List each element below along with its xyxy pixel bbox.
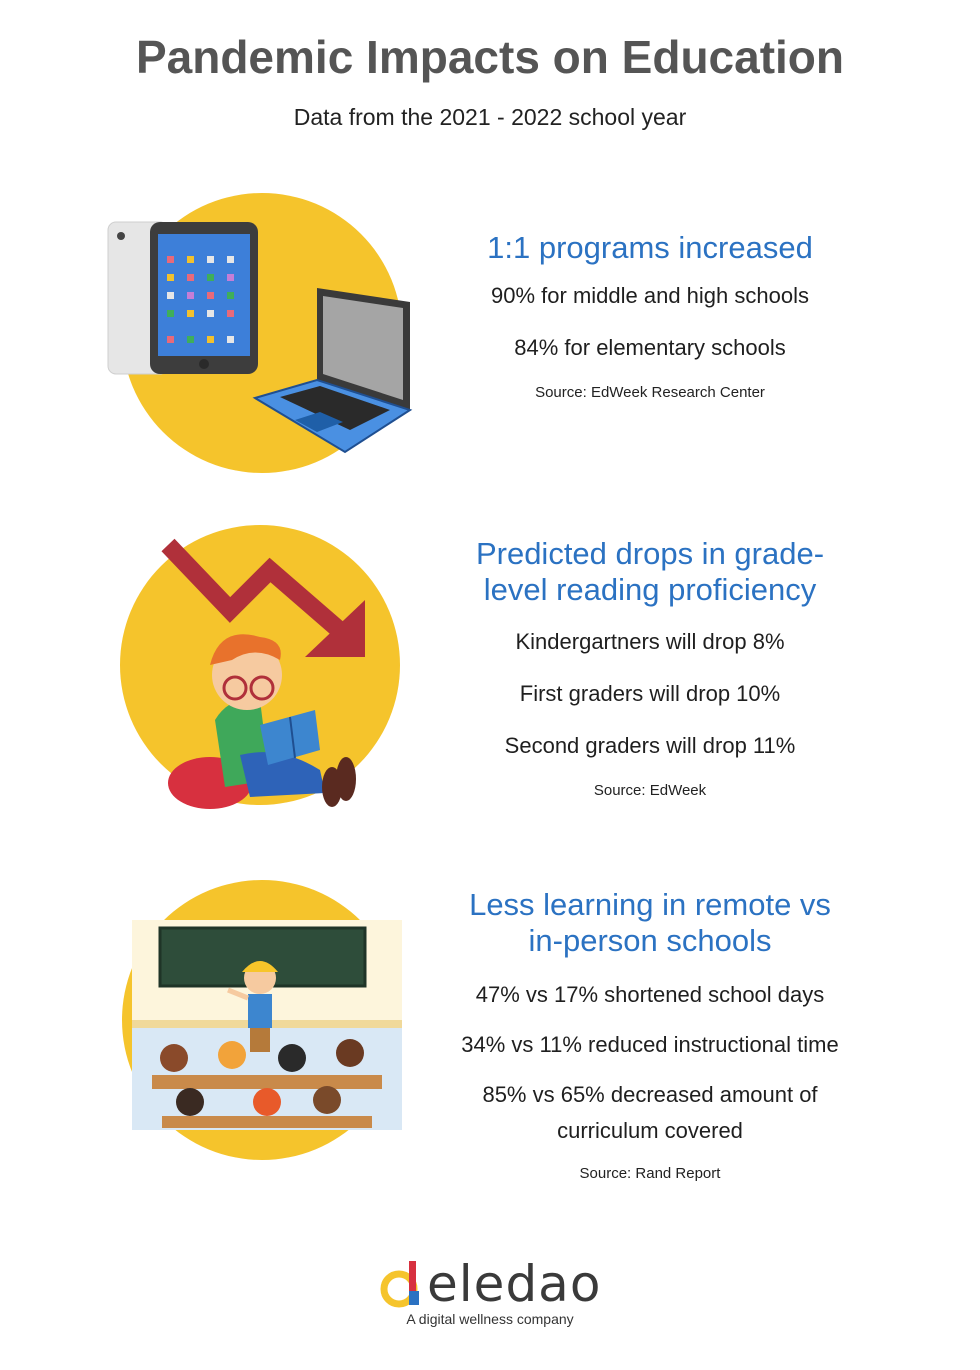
heading-line: Less learning in remote vs bbox=[469, 887, 831, 922]
source-citation: Source: EdWeek bbox=[593, 782, 707, 799]
section-heading bbox=[420, 536, 880, 608]
section-heading: 1:1 programs increased bbox=[487, 230, 813, 265]
section-remote-learning bbox=[420, 887, 880, 1182]
page-title: Pandemic Impacts on Education bbox=[135, 31, 845, 83]
section-heading bbox=[420, 887, 880, 959]
fact-item: 84% for elementary schools bbox=[514, 335, 786, 360]
fact-item: 47% vs 17% shortened school days bbox=[475, 982, 825, 1007]
brand-name: eledao bbox=[427, 1255, 602, 1313]
section-one-to-one bbox=[420, 230, 880, 401]
brand-logo bbox=[0, 1255, 980, 1313]
tablet-icon bbox=[150, 222, 258, 374]
fact-item: 34% vs 11% reduced instructional time bbox=[461, 1032, 839, 1057]
brand-tagline: A digital wellness company bbox=[406, 1311, 574, 1327]
fact-item: 85% vs 65% decreased amount of bbox=[482, 1082, 818, 1107]
fact-item: Second graders will drop 11% bbox=[504, 733, 796, 758]
fact-item: curriculum covered bbox=[557, 1118, 743, 1143]
source-citation: Source: EdWeek Research Center bbox=[535, 384, 765, 401]
classroom-illustration bbox=[122, 880, 412, 1165]
source-citation: Source: Rand Report bbox=[579, 1165, 721, 1182]
fact-item: 90% for middle and high schools bbox=[491, 283, 809, 308]
heading-line: level reading proficiency bbox=[483, 572, 817, 607]
reading-child-illustration bbox=[120, 525, 420, 825]
logo-mark-icon bbox=[379, 1259, 423, 1309]
heading-line: in-person schools bbox=[528, 923, 772, 958]
heading-line: Predicted drops in grade- bbox=[475, 536, 825, 571]
page-subtitle: Data from the 2021 - 2022 school year bbox=[293, 104, 687, 130]
fact-item: First graders will drop 10% bbox=[519, 681, 781, 706]
section-reading-proficiency bbox=[420, 536, 880, 799]
devices-illustration bbox=[105, 190, 425, 475]
fact-item: Kindergartners will drop 8% bbox=[515, 629, 785, 654]
